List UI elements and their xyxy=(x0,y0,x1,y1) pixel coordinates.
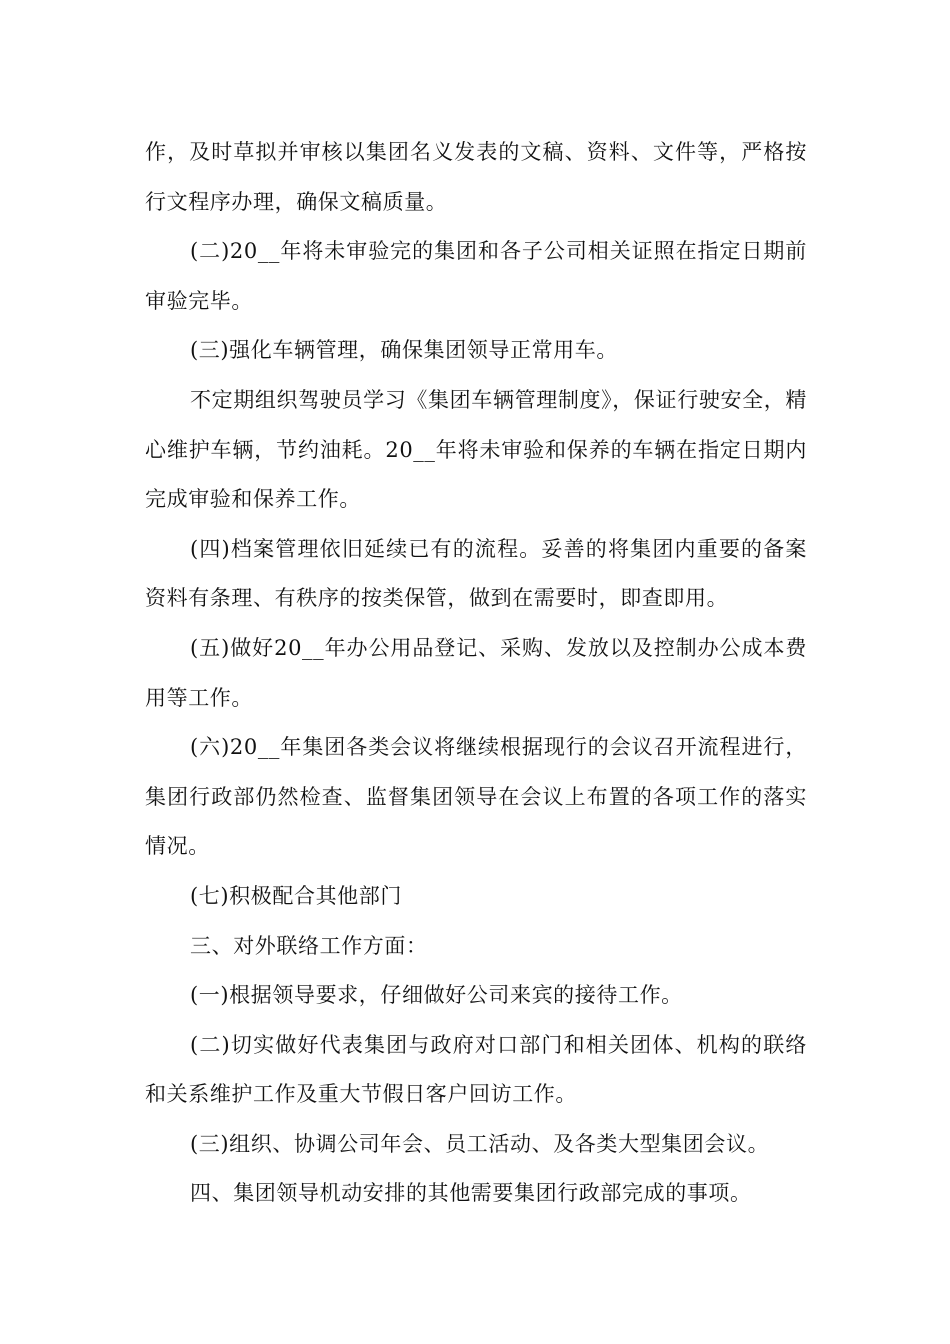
paragraph-item-2-certificates: (二)20__年将未审验完的集团和各子公司相关证照在指定日期前审验完毕。 xyxy=(145,239,807,313)
paragraph-driver-training: 不定期组织驾驶员学习《集团车辆管理制度》，保证行驶安全，精心维护车辆，节约油耗。20__年将未审验和保养的车辆在指定日期内完成审验和保养工作。 xyxy=(145,387,807,512)
document-body xyxy=(145,128,807,1219)
paragraph-continued-text: 作，及时草拟并审核以集团名义发表的文稿、资料、文件等，严格按行文程序办理，确保文稿质量。 xyxy=(145,140,807,214)
paragraph-liaison-item-1-reception: (一)根据领导要求，仔细做好公司来宾的接待工作。 xyxy=(190,983,683,1008)
paragraph-liaison-item-3-events: (三)组织、协调公司年会、员工活动、及各类大型集团会议。 xyxy=(190,1131,770,1156)
paragraph-liaison-item-2-government: (二)切实做好代表集团与政府对口部门和相关团体、机构的联络和关系维护工作及重大节假日客户回访工作。 xyxy=(145,1032,807,1107)
paragraph-item-3-vehicles: (三)强化车辆管理，确保集团领导正常用车。 xyxy=(190,338,618,363)
paragraph-item-7-cooperation: (七)积极配合其他部门 xyxy=(190,883,402,908)
paragraph-item-5-office-supplies: (五)做好20__年办公用品登记、采购、发放以及控制办公成本费用等工作。 xyxy=(145,635,807,710)
section-heading-other-matters: 四、集团领导机动安排的其他需要集团行政部完成的事项。 xyxy=(190,1181,752,1206)
section-heading-external-liaison: 三、对外联络工作方面： xyxy=(190,933,428,958)
paragraph-item-4-archives: (四)档案管理依旧延续已有的流程。妥善的将集团内重要的备案资料有条理、有秩序的按类保管，做到在需要时，即查即用。 xyxy=(145,536,807,611)
paragraph-item-6-meetings: (六)20__年集团各类会议将继续根据现行的会议召开流程进行，集团行政部仍然检查、监督集团领导在会议上布置的各项工作的落实情况。 xyxy=(145,735,807,859)
